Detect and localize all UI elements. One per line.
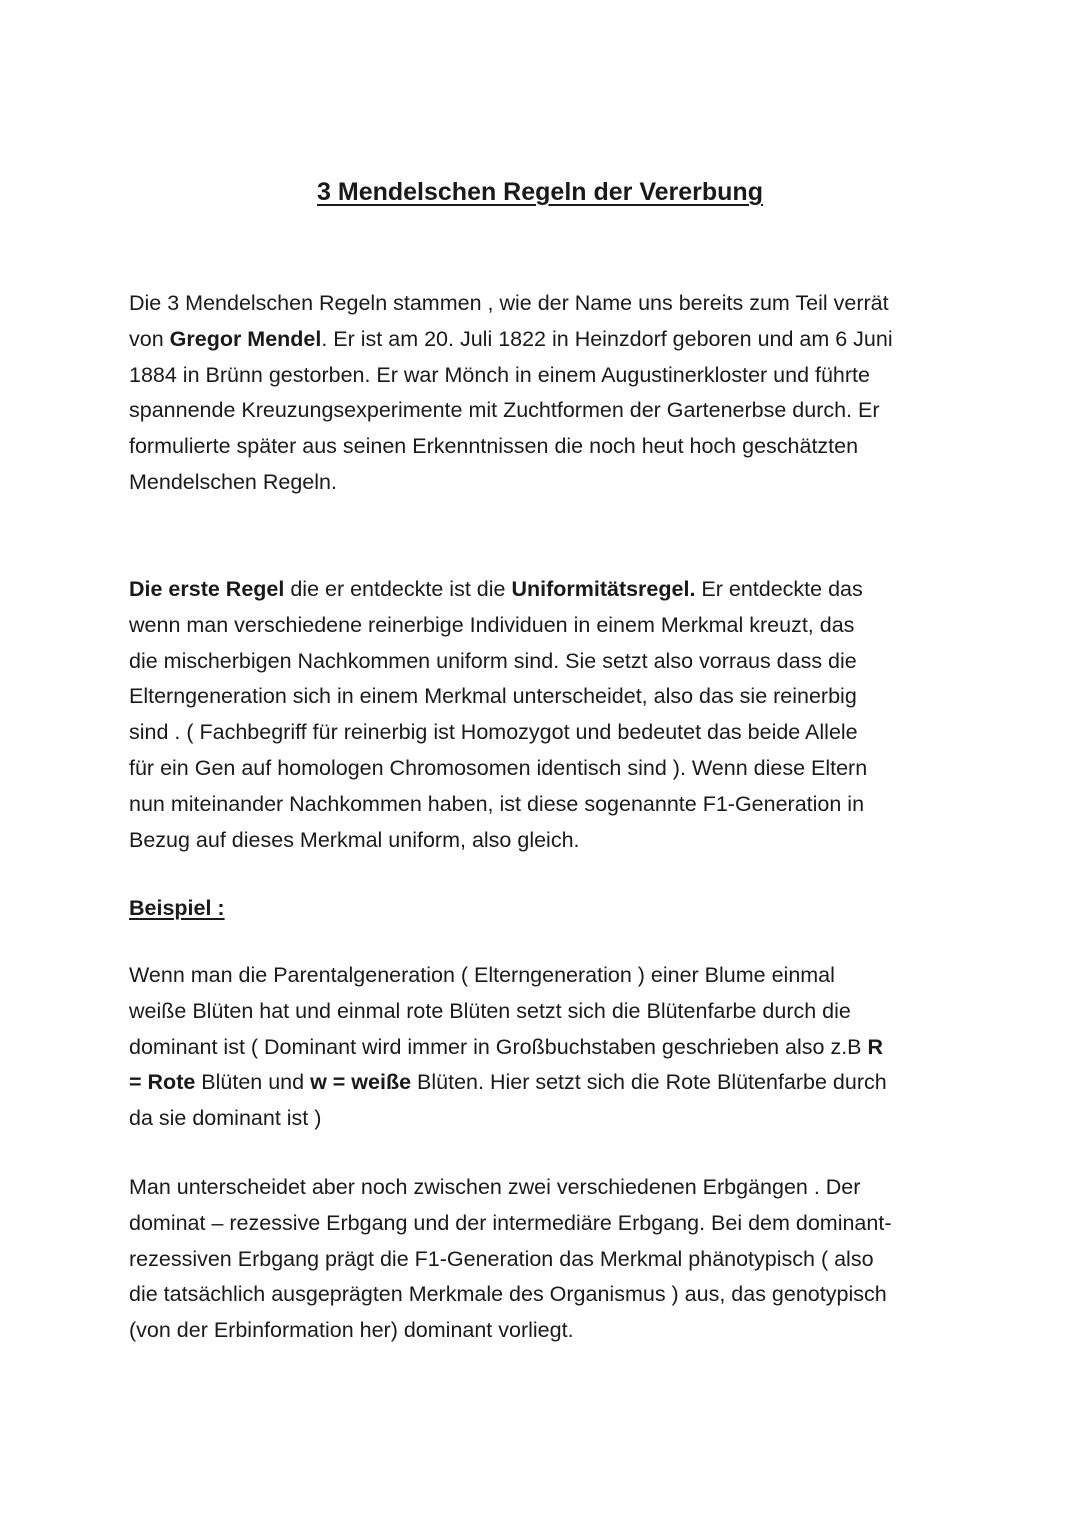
text-line: rezessiven Erbgang prägt die F1-Generation das Merkmal phänotypisch ( also [129,1246,874,1271]
example-paragraph [129,958,969,1137]
text-line: Man unterscheidet aber noch zwischen zwei verschiedenen Erbgängen . Der [129,1175,861,1199]
text-line: dominat – rezessive Erbgang und der intermediäre Erbgang. Bei dem dominant- [129,1210,892,1235]
text-line [129,572,969,608]
bold-term: R [867,1034,884,1059]
author-name: Gregor Mendel [169,326,322,351]
text-line: die mischerbigen Nachkommen uniform sind. Sie setzt also vorraus dass die [129,648,857,673]
text-span: Blüten. Hier setzt sich die Rote Blütenfarbe durch [411,1070,887,1095]
text-line: weiße Blüten hat und einmal rote Blüten setzt sich die Blütenfarbe durch die [129,998,851,1023]
bold-term: = Rote [129,1070,196,1095]
text-line: formulierte später aus seinen Erkenntnissen die noch heut hoch geschätzten [129,434,859,459]
text-line: Wenn man die Parentalgeneration ( Elterngeneration ) einer Blume einmal [129,963,835,987]
text-span: . Er ist am 20. Juli 1822 in Heinzdorf geboren und am 6 Juni [321,326,893,351]
text-line: wenn man verschiedene reinerbige Individuen in einem Merkmal kreuzt, das [129,612,855,637]
text-line: 1884 in Brünn gestorben. Er war Mönch in einem Augustinerkloster und führte [129,362,870,387]
text-line: da sie dominant ist ) [129,1106,322,1131]
example-heading: Beispiel : [129,896,225,920]
text-span: von [129,326,170,351]
text-line [129,1065,969,1101]
bold-term: w = weiße [310,1070,412,1095]
text-span: Er entdeckte das [695,577,863,601]
text-span: Blüten und [195,1070,311,1095]
text-line: spannende Kreuzungsexperimente mit Zuchtformen der Gartenerbse durch. Er [129,398,880,423]
text-line: nun miteinander Nachkommen haben, ist diese sogenannte F1-Generation in [129,791,865,816]
intro-paragraph [129,286,969,501]
text-line [129,322,969,358]
text-span: dominant ist ( Dominant wird immer in Großbuchstaben geschrieben also z.B [129,1034,868,1059]
text-line: die tatsächlich ausgeprägten Merkmale des Organismus ) aus, das genotypisch [129,1282,887,1307]
bold-term: Uniformitätsregel. [511,577,696,601]
text-line: Die 3 Mendelschen Regeln stammen , wie der Name uns bereits zum Teil verrät [129,291,889,315]
text-line: für ein Gen auf homologen Chromosomen identisch sind ). Wenn diese Eltern [129,755,868,780]
text-line: Bezug auf dieses Merkmal uniform, also gleich. [129,827,580,852]
text-line: (von der Erbinformation her) dominant vorliegt. [129,1318,574,1343]
rule1-paragraph [129,572,969,858]
text-line: Mendelschen Regeln. [129,469,337,494]
text-line: Elterngeneration sich in einem Merkmal unterscheidet, also das sie reinerbig [129,684,857,709]
inheritance-paragraph [129,1170,969,1349]
bold-term: Die erste Regel [129,577,285,601]
text-span: die er entdeckte ist die [284,577,512,601]
text-line [129,1030,969,1066]
text-line: sind . ( Fachbegriff für reinerbig ist Homozygot und bedeutet das beide Allele [129,720,858,745]
page-title: 3 Mendelschen Regeln der Vererbung [317,178,763,206]
